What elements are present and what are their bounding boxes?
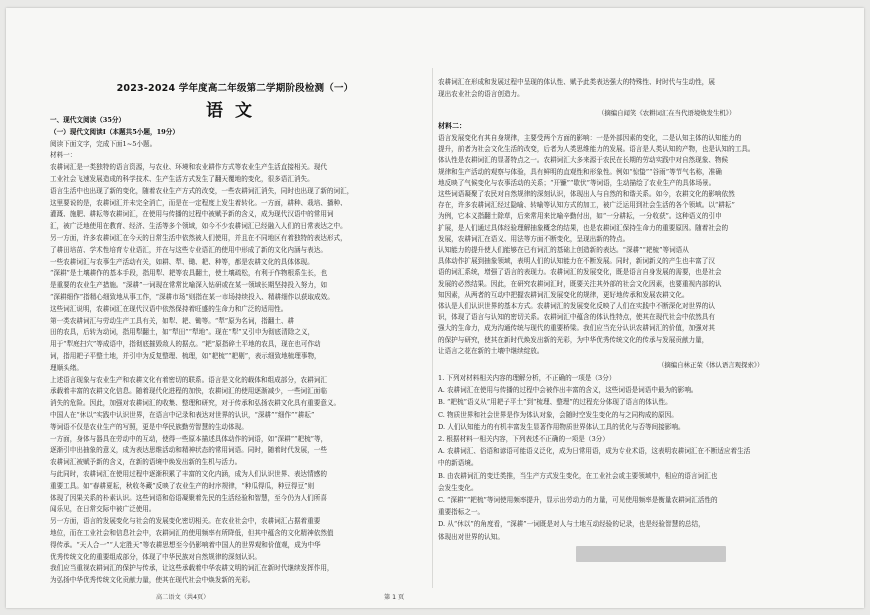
text-line: 语言生活中也出现了新的变化，随着农业生产方式的改变，一些农耕词汇消失，同时也出现了新的词汇， <box>50 186 354 195</box>
subject-title: 语文 <box>206 101 264 121</box>
text-line: 了耕田培苗、学术性培育专业语汇，并在与这些专业语汇的使用中形成了新的文化内涵与表达。 <box>50 245 327 254</box>
text-line: 优秀传统文化的重要组成部分，体现了中华民族对自然规律的深刻认识。 <box>50 552 261 561</box>
text-line: 重要指标之一。 <box>438 508 485 517</box>
text-line: 词，指用耙子平整土地，并引申为反复整理、梳理，如“耙梳”“耙剔”，表示细致地梳理事物， <box>50 352 321 360</box>
text-line: 体认性是农耕词汇的显著特点之一。农耕词汇大多来源于农民在长期的劳动实践中对自然现象、物候 <box>438 156 729 165</box>
fold-line <box>432 68 433 588</box>
text-line: B. “耙梳”语义从“用耙子平土”到“梳理、整理”的过程充分体现了语言的体认性。 <box>438 398 672 407</box>
text-line: A. 农耕词汇在使用与传播的过程中会被作出丰富的含义，这些词语是词语中最为的影响。 <box>438 386 698 395</box>
text-line: 工业社会飞速发展造成的科学技术、生产生活方式发生了翻天覆地的变化，很多语汇消失。 <box>50 175 314 183</box>
text-line: 存在，许多农耕词汇经过隐喻、转喻等认知方式的加工，被广泛运用到社会生活的各个领域。以“耕耘” <box>438 201 735 210</box>
text-line: A. 农耕词汇、俗语和谚语可能语义泛化，成为日常用语，成为专业术语，这表明农耕词汇在不断适应着生活 <box>438 447 751 456</box>
text-line: 灌溉、施肥、耕耘等农耕词汇，在使用与传播的过程中被赋予新的含义，成为现代汉语中的常用词 <box>50 210 334 219</box>
redacted-region <box>576 546 726 562</box>
text-line: 现出农业社会的语言创造力。 <box>438 90 524 98</box>
text-line: 发展的必然结果。因此，在研究农耕词汇时，既要关注其外部的社会文化因素，也要重视内部的认 <box>438 279 722 288</box>
text-line: 体认是人们认识世界的基本方式。农耕词汇的发展变化反映了人们在实践中不断深化对世界的认 <box>438 302 715 310</box>
page-number: 第 1 页 <box>384 594 405 601</box>
text-line: 消失的危险。因此，加强对农耕词汇的收集、整理和研究，对于传承和弘扬农耕文化具有重要意义。 <box>50 399 341 408</box>
text-line: 农耕词汇是一类独特的语言资源，与农业、环境和农业耕作方式等农业生产生活直接相关。现代 <box>50 163 327 172</box>
text-line: C. “深耕”“耙梳”等词使用频率提升，显示出劳动力的力量，可见使用频率是衡量农耕词汇活性的 <box>438 496 718 504</box>
text-line: 是重要的农业生产措施。“深耕”一词现在常常比喻深入钻研或在某一领域长期坚持投入努力，如 <box>50 281 328 290</box>
text-line: B. 由农耕词汇的变迁类推，当生产方式发生变化，在工业社会或主要领域中，相应的语言词汇也 <box>438 471 718 480</box>
text-line: 我们应当重视农耕词汇的保护与传承，让这些承载着中华农耕文明的词汇在新时代继续发挥作用， <box>50 564 334 573</box>
text-line: C. 物质世界和社会世界是作为体认对象，会随时空发生变化的与之同构成的原因。 <box>438 410 678 419</box>
text-line: 体现出对世界的认知。 <box>438 532 504 541</box>
text-line: 闻乐见，在日常交际中被广泛使用。 <box>50 505 156 514</box>
source-citation-2: （摘编自林正荣《体认语言观探索》） <box>658 361 764 369</box>
text-line: 1. 下列对材料相关内容的理解分析，不正确的一项是（3分） <box>438 374 616 382</box>
text-line: 第一类农耕词汇与劳动生产工具有关，如犁、耙、锄等。“犁”原为名词，指翻土、耕 <box>50 316 295 325</box>
text-line: 农耕词汇在形成和发展过程中呈现的体认性、赋予此类表达强大的特殊性、时时代与生动性，展 <box>438 78 715 86</box>
text-line: 为例，它本义指翻土除草，后来常用来比喻辛勤付出，如“一分耕耘，一分收获”。这种语义的引申 <box>438 212 722 221</box>
text-line: 一些农耕词汇与农事生产活动有关，如耕、犁、锄、耙、种等，都是农耕文化的具体体现。 <box>50 257 314 266</box>
text-line: 中国人在“休以”实践中认识世界，在语言中记录和表达对世界的认识，“深耕”“细作”“耕耘” <box>50 411 315 419</box>
text-line: 语言发展变化有其自身规律，主要受两个方面的影响：一是外部因素的变化，二是认知主体的认知能力的 <box>438 134 742 142</box>
text-line: 田的农具，后转为动词，指用犁翻土，如“犁田”“犁地”。现在“犁”又引申为彻底清除之义， <box>50 328 315 337</box>
text-line: 扩展，是人们通过具体经验理解抽象概念的结果，也是农耕词汇保持生命力的重要原因。随着社会的 <box>438 223 729 232</box>
text-line: 得传承。“天人合一”“人定胜天”等农耕思想至今仍影响着中国人的世界观和价值观，成为中华 <box>50 540 321 549</box>
text-line: 理顺头绪。 <box>50 363 83 372</box>
text-line: 语的词汇系统，增强了语言的表现力。农耕词汇的发展变化，既是语言自身发展的需要，也是社会 <box>438 268 722 277</box>
text-line: 等词语不仅是农业生产的写照，更是中华民族勤劳智慧的生动体现。 <box>50 422 248 431</box>
text-line: 这里要说的是，农耕词汇并未完全消亡，而是在一定程度上发生着转化。一方面，耕种、栽培、播种、 <box>50 198 347 207</box>
text-line: （一）现代文阅读Ⅰ（本题共5小题，19分） <box>50 127 179 136</box>
text-line: 承载着丰富的农耕文化信息。随着现代化进程的加快，农耕词汇的使用逐渐减少，一些词汇面临 <box>50 387 327 396</box>
text-line: 汇，被广泛地使用在教育、经济、生活等多个领域，如今不少农耕词汇已经融入人们的日常表达之中。 <box>50 222 347 231</box>
text-line: 地反映了气候变化与农事活动的关系；“开镰”“歇伏”等词语，生动描绘了农业生产的具体场景。 <box>438 178 716 187</box>
exam-title: 2023-2024 学年度高二年级第二学期阶段检测（一） <box>116 83 354 94</box>
source-citation-1: （摘编自闻笑《农耕词汇在当代语境焕发生机》） <box>598 109 736 117</box>
text-line: 逐渐引申出抽象的意义，成为表达思维活动和精神状态的常用词语。同时，随着时代发展，一些 <box>50 446 327 455</box>
text-line: 发展，农耕词汇在语义、用法等方面不断变化，呈现出新的特点。 <box>438 234 630 243</box>
text-line: 认知能力的提升使人们能够在已有词汇的基础上创造新的表达。“深耕”“耙梳”等词语从 <box>438 246 689 254</box>
text-line: 重要工具。如“春耕夏耘，秋收冬藏”反映了农业生产的时序规律，“种瓜得瓜，种豆得豆”则 <box>50 481 315 490</box>
text-line: 识，体现了语言与认知的密切关系。农耕词汇中蕴含的体认性特点，使其在现代社会中依然具有 <box>438 313 715 322</box>
text-line: 地位，而在工业社会和信息社会中，农耕词汇的使用频率有所降低，但其中蕴含的文化精神依然值 <box>50 529 334 537</box>
text-line: 2. 根据材料一相关内容，下列表述不正确的一项是（3分） <box>438 435 609 443</box>
text-line: 具体动作扩展到抽象领域，表明人们的认知能力在不断发展。同时，新词新义的产生也丰富了汉 <box>438 257 715 266</box>
text-line: 这些词汇说明，农耕词汇在现代汉语中依然保持着旺盛的生命力和广泛的适用性。 <box>50 304 288 313</box>
page-footer-left: 高二语文（共4页） <box>156 594 210 601</box>
text-line: “深耕细作”指精心细致地从事工作，“深耕市场”则指在某一市场持续投入、精耕细作以获取成效。 <box>50 293 334 301</box>
text-line: 知因素，从两者的互动中把握农耕词汇发展变化的规律，更好地传承和发展农耕文化。 <box>438 290 689 299</box>
material-two-heading: 材料二： <box>438 121 466 130</box>
text-line: 强大的生命力，成为沟通传统与现代的重要桥梁。我们应当充分认识农耕词汇的价值，加强对其 <box>438 324 715 333</box>
text-line: 这些词语凝聚了农民对自然规律的深刻认识，体现出人与自然的和谐关系。如今，农耕文化的影响依然 <box>438 190 735 198</box>
text-line: D. 从“休以”的角度看，“深耕”一词既是对人与土地互动经验的记录，也是经验智慧的总结， <box>438 520 705 529</box>
text-line: 用于“犁庭扫穴”等成语中，指彻底摧毁敌人的据点。“耙”原指碎土平地的农具，现在也可作动 <box>50 340 321 349</box>
text-line: 农耕词汇被赋予新的含义，在新的语境中焕发出新的生机与活力。 <box>50 458 242 467</box>
text-line: 上述语言现象与农业生产和农耕文化有着密切的联系。语言是文化的载体和组成部分，农耕词汇 <box>50 375 327 384</box>
text-line: 另一方面，许多农耕词汇在今天的日常生活中依然被人们使用，并且在不同地区有着独特的表达形式， <box>50 234 347 242</box>
text-line: 阅读下面文字，完成下面1~5小题。 <box>50 139 157 148</box>
text-line: 的保护与研究，使其在新时代焕发出新的光彩，为中华优秀传统文化的传承与发展贡献力量， <box>438 335 709 344</box>
exam-sheet <box>6 8 864 608</box>
text-line: 让语言之花在新的土壤中继续绽放。 <box>438 346 544 355</box>
text-line: 规律和生产活动的观察与体验，具有鲜明的直观性和形象性。例如“惊蛰”“谷雨”等节气名称，准确 <box>438 167 722 176</box>
text-line: 体现了因果关系的朴素认识。这些词语和俗语凝聚着先民的生活经验和智慧，至今仍为人们所喜 <box>50 493 327 502</box>
text-line: D. 人们认知能力的有机丰富发生显著作用物质世界体认工具的优化与否等间接影响。 <box>438 422 685 431</box>
text-line: 为弘扬中华优秀传统文化贡献力量，使其在现代社会中焕发新的光彩。 <box>50 576 255 585</box>
text-line: “深耕”是土壤耕作的基本手段，指用犁、耙等农具翻土，使土壤疏松，有利于作物根系生长，也 <box>50 269 328 278</box>
text-line: 中的新语境。 <box>438 459 478 468</box>
text-line: 提升，前者为社会文化生活的改变，后者为人类思维能力的发展。语言是人类认知的产物，也是认知的工具。 <box>438 145 755 154</box>
text-line: 材料一： <box>50 151 77 160</box>
text-line: 与此同时，农耕词汇在使用过程中逐渐积累了丰富的文化内涵，成为人们认识世界、表达情感的 <box>50 470 327 478</box>
text-line: 会发生变化。 <box>438 483 478 492</box>
text-line: 一、现代文阅读（35分） <box>50 116 126 124</box>
text-line: 另一方面，语言的发展变化与社会的发展变化密切相关。在农业社会中，农耕词汇占据着重要 <box>50 517 321 526</box>
text-line: 一方面，身体与器具在劳动中的互动，使得一些原本描述具体动作的词语，如“深耕”“耙梳”等， <box>50 434 328 443</box>
